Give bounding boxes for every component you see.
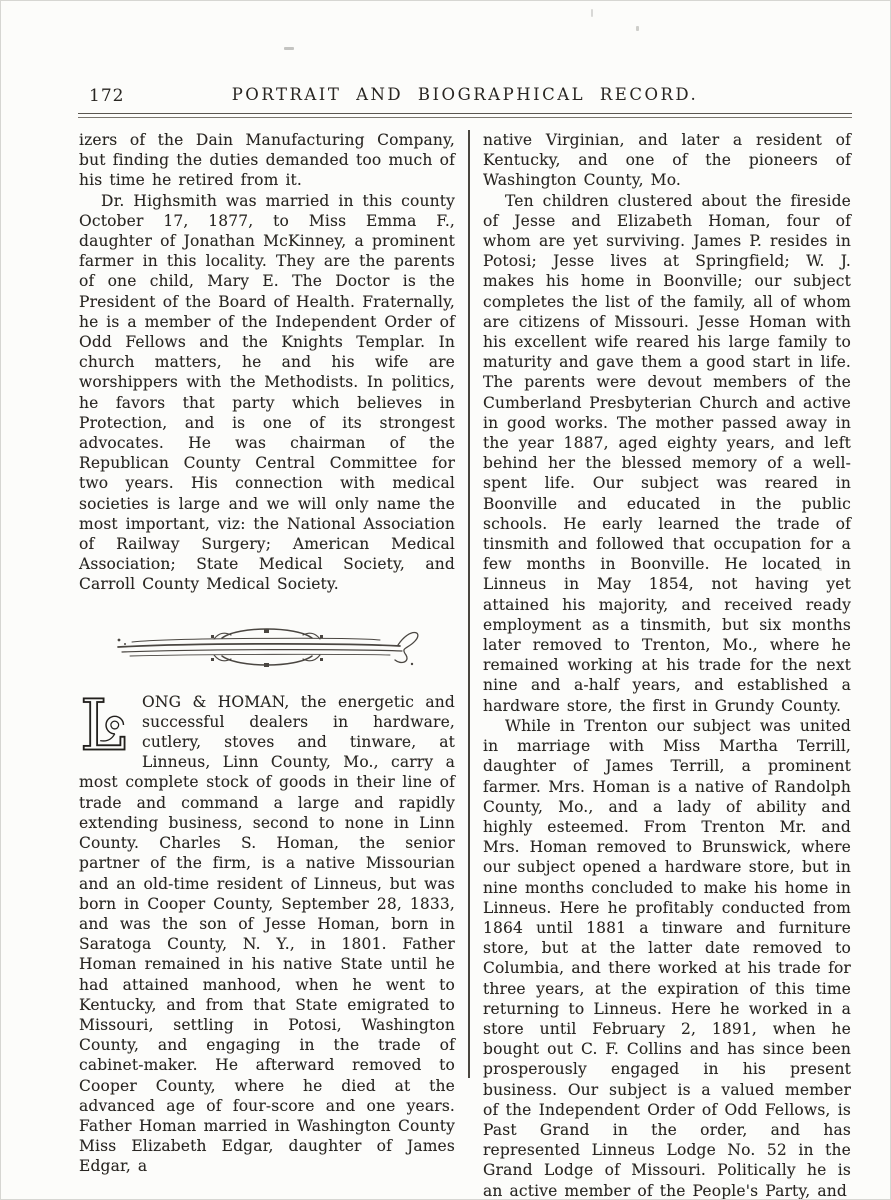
paragraph-continuation: native Virginian, and later a resident of Kentucky, and one of the pioneers of Washington County, Mo.: [483, 131, 851, 190]
scan-speck: [591, 9, 593, 17]
paragraph: Ten children clustered about the fireside of Jesse and Elizabeth Homan, four of whom are yet surviving. James P. resides in Potosi; Jesse lives at Springfield; W. J. makes his home in Boonville; our subject completes the list of the family, all of whom are citizens of Missouri. Jesse Homan with his excellent wife reared his large family to maturity and gave them a good start in life. The parents were devout members of the Cumberland Presbyterian Church and active in good works. The mother passed away in the year 1887, aged eighty years, and left behind her the blessed memory of a well-spent life. Our subject was reared in Boonville and educated in the public schools. He early learned the trade of tinsmith and followed that occupation for a few months in Boonville. He located in Linneus in May 1854, not having yet attained his majority, and received ready employment as a tinsmith, but six months later removed to Trenton, Mo., where he remained working at his trade for the next nine and a-half years, and established a hardware store, the first in Grundy County.: [483, 191, 851, 715]
right-column: [483, 130, 851, 1200]
paragraph: Dr. Highsmith was married in this county October 17, 1877, to Miss Emma F., daughter of Jonathan McKinney, a prominent farmer in this locality. They are the parents of one child, Mary E. The Doctor is the President of the Board of Health. Fraternally, he is a member of the Independent Order of Odd Fellows and the Knights Templar. In church matters, he and his wife are worshippers with the Methodists. In politics, he favors that party which believes in Protection, and is one of its strongest advocates. He was chairman of the Republican County Central Committee for two years. His connection with medical societies is large and we will only name the most important, viz: the National Association of Railway Surgery; American Medical Association; State Medical Society, and Carroll County Medical Society.: [79, 191, 455, 594]
paragraph-continuation: izers of the Dain Manufacturing Company, but finding the duties demanded too much of his time he retired from it.: [79, 131, 455, 190]
left-column: [79, 130, 455, 1200]
page-number: 172: [89, 86, 125, 106]
scan-speck: [284, 47, 294, 50]
dropcap-initial: [79, 695, 135, 759]
article-opening-paragraph: [79, 692, 455, 1177]
scan-speck: [819, 568, 822, 571]
header-double-rule: [78, 113, 852, 118]
article-text: ONG & HOMAN, the energetic and successful dealers in hardware, cutlery, stoves and tinware, at Linneus, Linn County, Mo., carry a most complete stock of goods in their line of trade and command a large and rapidly extending business, second to none in Linn County. Charles S. Homan, the senior partner of the firm, is a native Missourian and an old-time resident of Linneus, but was born in Cooper County, September 28, 1833, and was the son of Jesse Homan, born in Saratoga County, N. Y., in 1801. Father Homan remained in his native State until he had attained manhood, when he went to Kentucky, and from that State emigrated to Missouri, settling in Potosi, Washington County, and engaging in the trade of cabinet-maker. He afterward removed to Cooper County, where he died at the advanced age of four-score and one years. Father Homan married in Washington County Miss Elizabeth Edgar, daughter of James Edgar, a: [79, 692, 455, 1176]
scan-speck: [636, 26, 639, 31]
section-divider-ornament: [112, 619, 422, 677]
divider-flourish-icon: [112, 619, 422, 677]
paragraph: While in Trenton our subject was united in marriage with Miss Martha Terrill, daughter of James Terrill, a prominent farmer. Mrs. Homan is a native of Randolph County, Mo., and a lady of ability and highly esteemed. From Trenton Mr. and Mrs. Homan removed to Brunswick, where our subject opened a hardware store, but in nine months concluded to make his home in Linneus. Here he profitably conducted from 1864 until 1881 a tinware and furniture store, but at the latter date removed to Columbia, and there worked at his trade for three years, at the expiration of this time returning to Linneus. Here he worked in a store until February 2, 1891, when he bought out C. F. Collins and has since been prosperously engaged in his present business. Our subject is a valued member of the Independent Order of Odd Fellows, is Past Grand in the order, and has represented Linneus Lodge No. 52 in the Grand Lodge of Missouri. Politically he is an active member of the People's Party, and: [483, 716, 851, 1200]
page-title: PORTRAIT AND BIOGRAPHICAL RECORD.: [231, 85, 699, 104]
dropcap-letter: L: [79, 694, 127, 759]
running-head: [79, 85, 851, 107]
column-divider-rule: [468, 130, 470, 1078]
text-columns: [79, 130, 851, 1200]
